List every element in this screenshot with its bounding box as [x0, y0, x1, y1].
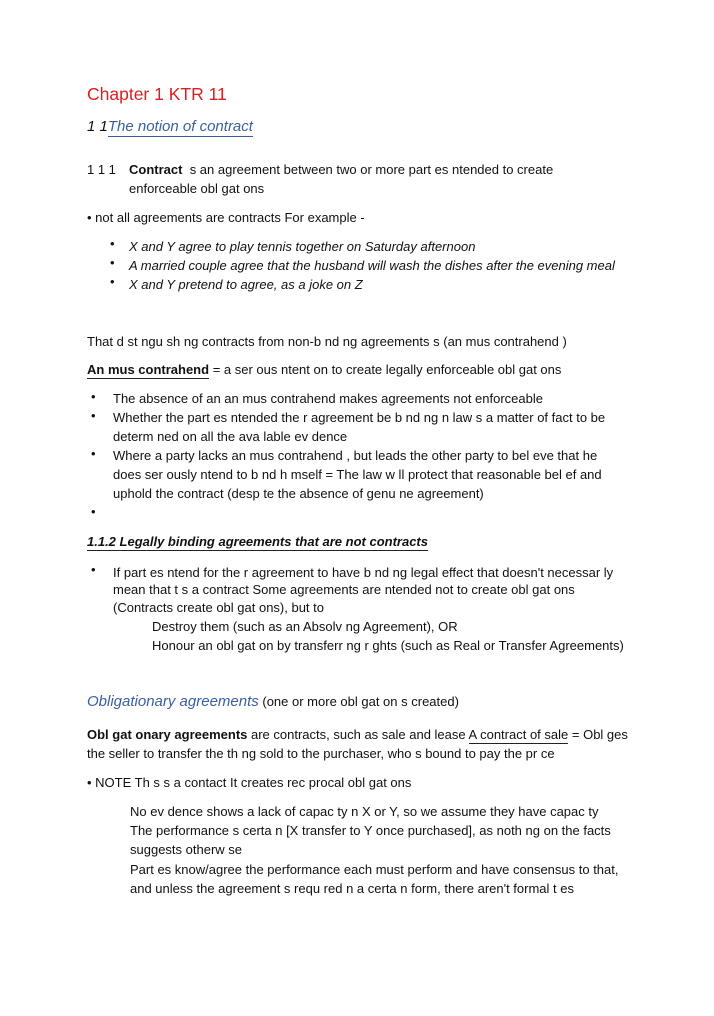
- para-111-line1: [129, 160, 553, 179]
- bullet-icon: •: [91, 389, 96, 404]
- para-111-line2: enforceable obl gat ons: [129, 181, 265, 196]
- animus-bullet-3-line2: does ser ously ntend to b nd h mself = The law w ll protect that reasonable bel ef and: [113, 467, 602, 482]
- animus-definition: [87, 360, 561, 379]
- bullet-icon: •: [110, 274, 115, 289]
- example-item: X and Y agree to play tennis together on Saturday afternoon: [129, 239, 476, 254]
- s112-line1: If part es ntend for the r agreement to have b nd ng legal effect that doesn't necessar ly: [113, 565, 614, 580]
- bullet-icon: •: [91, 562, 96, 577]
- animus-bullet-1: The absence of an an mus contrahend makes agreements not enforceable: [113, 391, 543, 406]
- animus-bullet-3-line3: uphold the contract (desp te the absence of genu ne agreement): [113, 486, 484, 501]
- s112-line3: (Contracts create obl gat ons), but to: [113, 600, 324, 615]
- obligationary-title: Obligationary agreements: [87, 693, 259, 710]
- animus-bullet-2-line1: Whether the part es ntended the r agreement be b nd ng n law s a matter of fact to be: [113, 410, 606, 425]
- section-title: The notion of contract: [107, 118, 253, 135]
- contract-definition: s an agreement between two or more part es ntended to create: [189, 162, 554, 177]
- example-item: A married couple agree that the husband will wash the dishes after the evening meal: [129, 258, 615, 273]
- bullet-icon: •: [91, 408, 96, 423]
- analysis-line: suggests otherw se: [130, 842, 243, 857]
- bullet-icon: •: [110, 236, 115, 251]
- bullet-icon: •: [91, 446, 96, 461]
- obligationary-line1: Obl gat onary agreements are contracts, such as sale and lease A contract of sale = Obl ges: [87, 727, 628, 742]
- s112-sub-1: Destroy them (such as an Absolv ng Agreement), OR: [152, 619, 458, 634]
- section-1-1-2-heading: 1.1.2 Legally binding agreements that are not contracts: [87, 534, 428, 549]
- animus-text: = a ser ous ntent on to create legally enforceable obl gat ons: [209, 362, 562, 377]
- note-line: • NOTE Th s s a contact It creates rec procal obl gat ons: [87, 775, 412, 790]
- animus-bullet-2-line2: determ ned on all the ava lable ev dence: [113, 429, 348, 444]
- bullet-icon: •: [110, 255, 115, 270]
- bullet-icon: •: [91, 504, 96, 519]
- contract-term: Contract: [129, 162, 183, 177]
- animus-bullet-3-line1: Where a party lacks an mus contrahend , but leads the other party to bel eve that he: [113, 448, 598, 463]
- section-number: 1 1: [87, 118, 108, 135]
- analysis-line: Part es know/agree the performance each must perform and have consensus to that,: [130, 862, 619, 877]
- s112-sub-2: Honour an obl gat on by transferr ng r ghts (such as Real or Transfer Agreements): [152, 638, 624, 653]
- obligationary-heading: [87, 692, 459, 711]
- distinguishing-line: That d st ngu sh ng contracts from non-b nd ng agreements s (an mus contrahend ): [87, 334, 567, 349]
- contract-of-sale: A contract of sale: [468, 727, 569, 742]
- not-all-agreements: • not all agreements are contracts For example -: [87, 210, 365, 225]
- analysis-line: No ev dence shows a lack of capac ty n X or Y, so we assume they have capac ty: [130, 804, 599, 819]
- analysis-line: The performance s certa n [X transfer to Y once purchased], as noth ng on the facts: [130, 823, 611, 838]
- obligationary-note: (one or more obl gat on s created): [258, 694, 459, 709]
- analysis-line: and unless the agreement s requ red n a certa n form, there aren't formal t es: [130, 881, 574, 896]
- obligationary-term: Obl gat onary agreements: [87, 727, 248, 742]
- para-number: 1 1 1: [87, 162, 116, 177]
- chapter-title: Chapter 1 KTR 11: [87, 84, 227, 104]
- example-item: X and Y pretend to agree, as a joke on Z: [129, 277, 363, 292]
- section-1-1-heading: [87, 118, 253, 135]
- s112-line2: mean that t s a contract Some agreements are ntended not to create obl gat ons: [113, 582, 575, 597]
- animus-term: An mus contrahend: [87, 362, 210, 377]
- obligationary-line2: the seller to transfer the th ng sold to the purchaser, who s bound to pay the pr ce: [87, 746, 555, 761]
